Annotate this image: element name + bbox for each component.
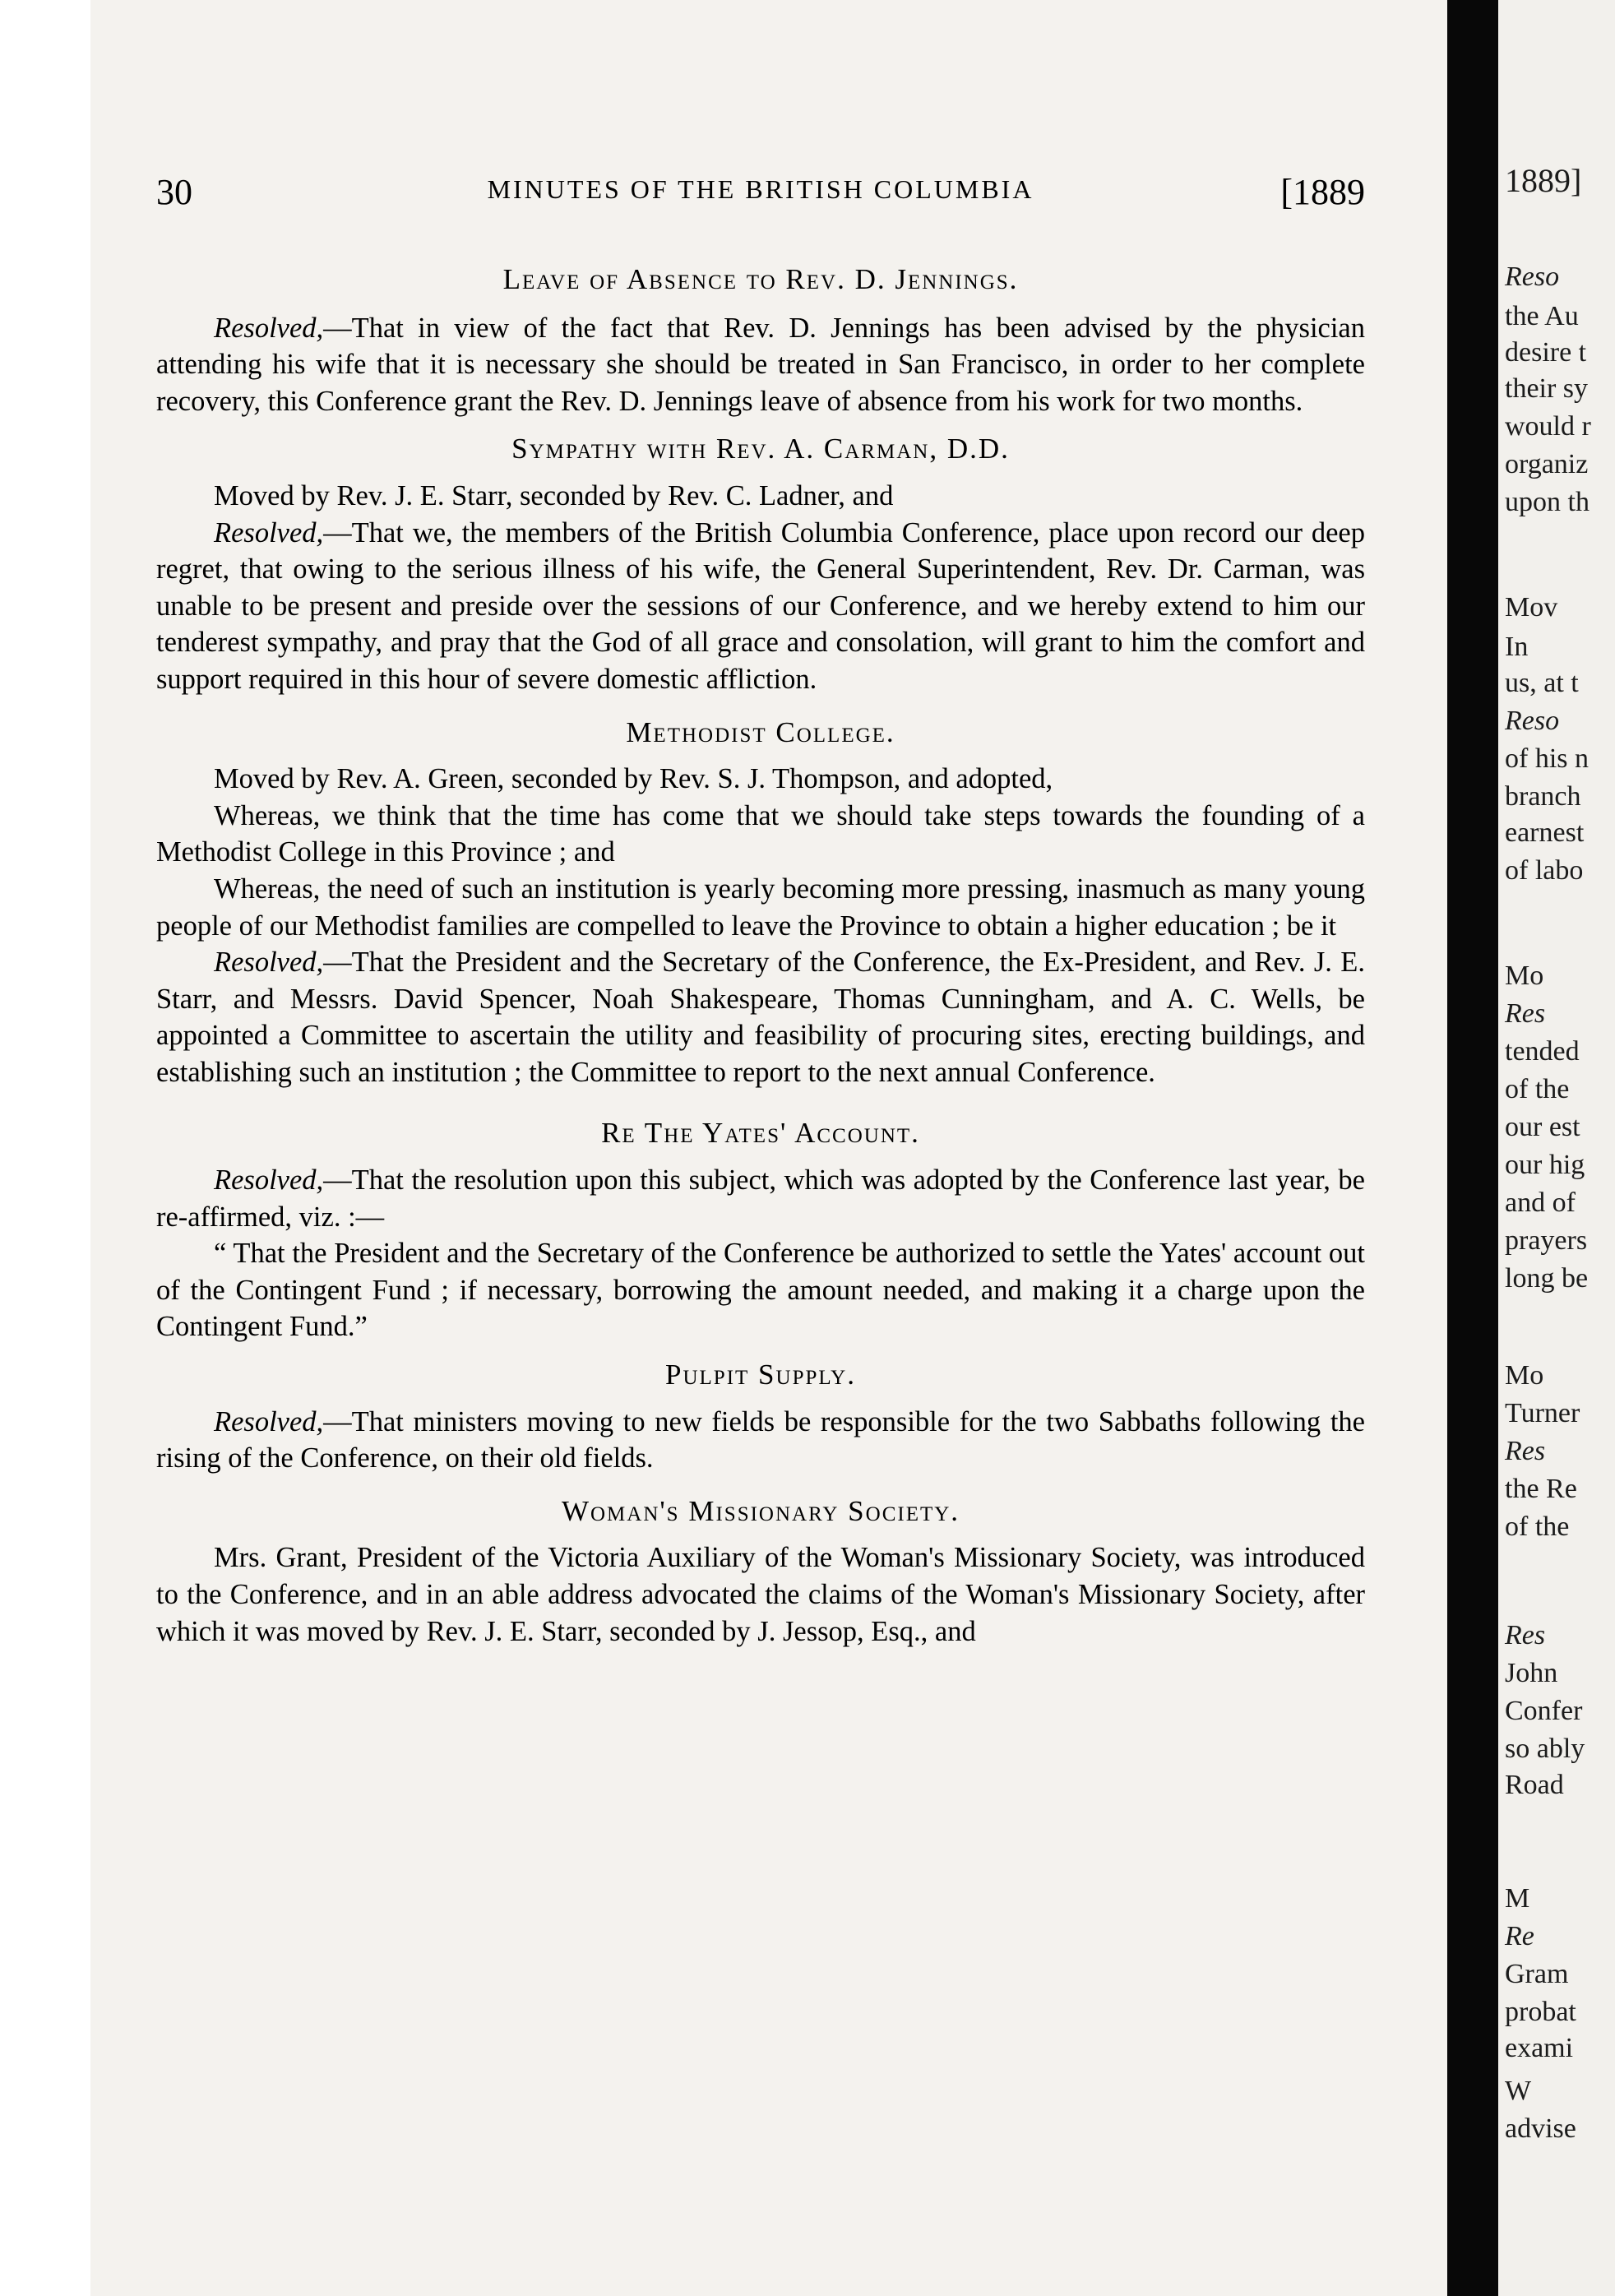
resolved-label: Resolved, [214, 1164, 324, 1197]
motion-college: Moved by Rev. A. Green, seconded by Rev. S. J. Thompson, and adopted, [214, 763, 1053, 795]
facing-line: prayers [1505, 1225, 1588, 1256]
facing-line: John [1505, 1658, 1558, 1688]
paragraph-wms: Mrs. Grant, President of the Victoria Auxiliary of the Woman's Missionary Society, was introduced to the Conference, and in an able address advocated the claims of the Woman's Missionary Society, after which it was moved by Rev. J. E. Starr, seconded by J. Jessop, Esq., and [156, 1542, 1365, 1647]
running-head [156, 171, 1365, 220]
facing-line: advise [1505, 2113, 1576, 2144]
facing-line: Res [1505, 1436, 1546, 1466]
resolution-carman [156, 515, 1365, 698]
page-body [156, 262, 1365, 1650]
facing-line: of the [1505, 1074, 1570, 1104]
quoted-resolution: “ That the President and the Secretary of the Conference be authorized to settle the Yates' account out of the Contingent Fund ; if necessary, borrowing the amount needed, and making it a charge upon the Contingent Fund.” [156, 1238, 1365, 1343]
facing-line: desire t [1505, 337, 1587, 368]
facing-line: Res [1505, 998, 1546, 1029]
resolution-jennings [156, 310, 1365, 420]
facing-line: earnest [1505, 817, 1585, 848]
facing-line: Confer [1505, 1696, 1583, 1726]
facing-line: Road [1505, 1770, 1564, 1800]
facing-line: and of [1505, 1187, 1576, 1218]
facing-line: tended [1505, 1036, 1580, 1067]
facing-line: Turner [1505, 1398, 1580, 1428]
facing-line: our hig [1505, 1150, 1585, 1180]
facing-line: their sy [1505, 373, 1589, 404]
facing-line: the Au [1505, 301, 1579, 331]
section-heading-college: Methodist College. [626, 715, 895, 748]
resolution-text: —That in view of the fact that Rev. D. Jennings has been advised by the physician attending his wife that it is necessary she should be treated in San Francisco, in order to her complete recovery, this Conference grant the Rev. D. Jennings leave of absence from his work for two months. [156, 312, 1365, 417]
running-year: [1889 [1280, 172, 1365, 212]
facing-line: M [1505, 1883, 1530, 1914]
section-heading-yates: Re The Yates' Account. [601, 1117, 920, 1150]
resolved-label: Resolved, [214, 947, 324, 979]
page-number: 30 [156, 172, 192, 212]
facing-line: our est [1505, 1112, 1580, 1142]
facing-line: Mo [1505, 961, 1544, 991]
facing-line: Gram [1505, 1959, 1569, 1989]
resolution-college [156, 944, 1365, 1090]
resolution-yates [156, 1162, 1365, 1235]
whereas-first: Whereas, we think that the time has come that we should take steps towards the founding of a Methodist College in this Province ; and [156, 799, 1365, 868]
facing-line: would r [1505, 411, 1591, 442]
facing-line: W [1505, 2076, 1532, 2106]
resolution-pulpit [156, 1404, 1365, 1477]
facing-line: Reso [1505, 262, 1560, 292]
facing-line: us, at t [1505, 668, 1579, 698]
facing-line: Mo [1505, 1360, 1544, 1391]
facing-line: Mov [1505, 592, 1558, 623]
resolution-text: —That we, the members of the British Columbia Conference, place upon record our deep regret, that owing to the serious illness of his wife, the General Superintendent, Rev. Dr. Carman, was unable to be present and preside over the sessions of our Conference, and we hereby extend to him our tenderest sympathy, and pray that the God of all grace and consolation, will grant to him the comfort and support required in this hour of severe domestic affliction. [156, 516, 1365, 695]
book-gutter [1447, 0, 1498, 2296]
facing-line: so ably [1505, 1734, 1585, 1764]
facing-line: Res [1505, 1620, 1546, 1650]
running-title: MINUTES OF THE BRITISH COLUMBIA [487, 174, 1034, 204]
resolution-text: —That ministers moving to new fields be responsible for the two Sabbaths following the rising of the Conference, on their old fields. [156, 1405, 1365, 1474]
section-heading-carman: Sympathy with Rev. A. Carman, D.D. [511, 433, 1010, 465]
facing-line: of the [1505, 1511, 1570, 1542]
section-heading-pulpit: Pulpit Supply. [665, 1359, 856, 1391]
facing-year: 1889] [1505, 162, 1582, 199]
facing-line: of his n [1505, 743, 1589, 774]
resolved-label: Resolved, [214, 516, 324, 549]
facing-line: In [1505, 632, 1529, 662]
section-heading-jennings: Leave of Absence to Rev. D. Jennings. [502, 263, 1019, 295]
resolution-text: —That the President and the Secretary of the Conference, the Ex-President, and Rev. J. E. Starr, and Messrs. David Spencer, Noah Shakespeare, Thomas Cunningham, and A. C. Wells, be appointed a Committee to ascertain the utility and feasibility of procuring sites, erecting buildings, and establishing such an institution ; the Committee to report to the next annual Conference. [156, 947, 1365, 1088]
facing-line: long be [1505, 1263, 1589, 1294]
facing-line: upon th [1505, 487, 1590, 517]
resolution-text: —That the resolution upon this subject, which was adopted by the Conference last year, be re-affirmed, viz. :— [156, 1164, 1365, 1233]
facing-line: Reso [1505, 706, 1560, 736]
facing-line: probat [1505, 1997, 1576, 2027]
facing-page [1498, 0, 1615, 2296]
scan-margin [0, 0, 90, 2296]
facing-line: organiz [1505, 449, 1589, 479]
facing-line: the Re [1505, 1474, 1577, 1504]
facing-line: Re [1505, 1921, 1534, 1951]
resolved-label: Resolved, [214, 312, 324, 344]
section-heading-wms: Woman's Missionary Society. [561, 1494, 960, 1527]
resolved-label: Resolved, [214, 1405, 324, 1437]
facing-line: exami [1505, 2033, 1574, 2063]
whereas-second: Whereas, the need of such an institution is yearly becoming more pressing, inasmuch as many young people of our Methodist families are compelled to leave the Province to obtain a higher education ; be it [156, 873, 1365, 942]
motion-carman: Moved by Rev. J. E. Starr, seconded by Rev. C. Ladner, and [214, 479, 894, 512]
facing-line: branch [1505, 781, 1581, 812]
facing-line: of labo [1505, 855, 1584, 886]
